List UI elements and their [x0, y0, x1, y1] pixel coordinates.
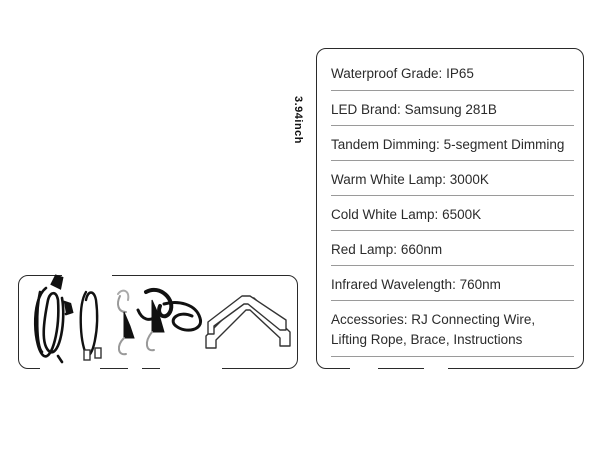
spec-value: 6500K	[442, 207, 482, 222]
spec-value: 660nm	[400, 242, 443, 257]
spec-value: 5-segment Dimming	[443, 137, 565, 152]
rj-wire-image	[81, 292, 101, 360]
dimension-label: 3.94inch	[292, 96, 304, 145]
spec-label: Tandem Dimming	[331, 137, 437, 152]
spec-label: Red Lamp	[331, 242, 394, 257]
spec-value: IP65	[446, 66, 474, 81]
spec-label: Waterproof Grade	[331, 66, 439, 81]
spec-row-cold-white: Cold White Lamp: 6500K	[331, 196, 574, 231]
spec-list	[331, 55, 574, 357]
rope-hangers-image	[118, 290, 201, 354]
spec-label: Warm White Lamp	[331, 172, 443, 187]
panel-gap	[350, 367, 378, 371]
spec-row-infrared: Infrared Wavelength: 760nm	[331, 266, 574, 301]
spec-label: Infrared Wavelength	[331, 277, 453, 292]
specifications-panel	[316, 48, 584, 369]
spec-label: Accessories	[331, 312, 404, 327]
spec-value: 3000K	[449, 172, 489, 187]
spec-value: 760nm	[459, 277, 501, 292]
spec-label: LED Brand	[331, 102, 398, 117]
spec-value: RJ Connecting Wire, Lifting Rope, Brace, Instructions	[331, 312, 536, 347]
spec-label: Cold White Lamp	[331, 207, 435, 222]
spec-value: Samsung 281B	[404, 102, 497, 117]
spec-row-led-brand: LED Brand: Samsung 281B	[331, 91, 574, 126]
spec-row-accessories: Accessories: RJ Connecting Wire, Lifting Rope, Brace, Instructions	[331, 301, 574, 357]
spec-row-waterproof: Waterproof Grade: IP65	[331, 55, 574, 91]
brace-image	[206, 296, 290, 348]
panel-gap	[424, 367, 448, 371]
spec-row-warm-white: Warm White Lamp: 3000K	[331, 161, 574, 196]
spec-row-dimming: Tandem Dimming: 5-segment Dimming	[331, 126, 574, 161]
spec-row-red-lamp: Red Lamp: 660nm	[331, 231, 574, 266]
power-cord-image	[35, 276, 72, 362]
